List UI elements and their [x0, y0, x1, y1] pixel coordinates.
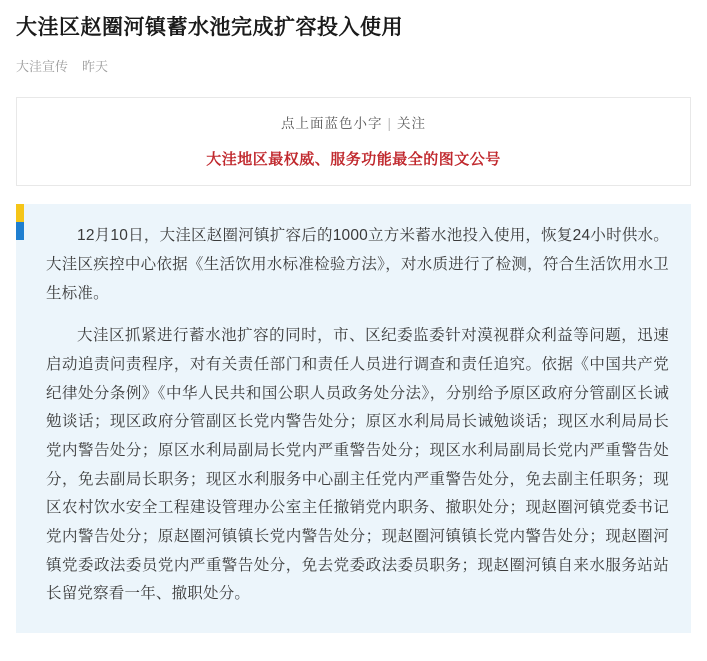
side-bar-yellow	[16, 204, 24, 222]
promo-follow-hint: 点上面蓝色小字	[280, 116, 383, 132]
side-bar-blue	[16, 222, 24, 240]
promo-box	[16, 97, 691, 186]
side-bar-rest	[16, 240, 24, 633]
promo-follow-link[interactable]: 关注	[397, 116, 426, 132]
body-paragraph: 大洼区抓紧进行蓄水池扩容的同时，市、区纪委监委针对漠视群众利益等问题，迅速启动追责问责程序，对有关责任部门和责任人员进行调查和责任追究。依据《中国共产党纪律处分条例》《中华人民共和国公职人员政务处分法》，分别给予原区政府分管副区长诫勉谈话；现区政府分管副区长党内警告处分；原区水利局局长诫勉谈话；现区水利局局长党内警告处分；原区水利局副局长党内严重警告处分；现区水利局副局长党内严重警告处分，免去副局长职务；现区水利服务中心副主任党内严重警告处分，免去副主任职务；现区农村饮水安全工程建设管理办公室主任撤销党内职务、撤职处分；现赵圈河镇党委书记党内警告处分；原赵圈河镇镇长党内警告处分；现赵圈河镇镇长党内警告处分；现赵圈河镇党委政法委员党内严重警告处分，免去党委政法委员职务；现赵圈河镇自来水服务站站长留党察看一年、撤职处分。	[46, 327, 669, 603]
body-paragraph: 12月10日，大洼区赵圈河镇扩容后的1000立方米蓄水池投入使用，恢复24小时供水。大洼区疾控中心依据《生活饮用水标准检验方法》，对水质进行了检测，符合生活饮用水卫生标准。	[46, 227, 669, 302]
article-page	[0, 14, 707, 661]
page-title: 大洼区赵圈河镇蓄水池完成扩容投入使用	[16, 16, 403, 39]
promo-headline: 大洼地区最权威、服务功能最全的图文公号	[206, 151, 501, 169]
article-source[interactable]: 大洼宣传	[16, 59, 69, 75]
article-timestamp: 昨天	[82, 59, 109, 75]
promo-separator: |	[387, 116, 392, 132]
article-body	[16, 204, 691, 633]
article-meta	[16, 56, 691, 75]
decorative-side-bars	[16, 204, 24, 633]
promo-follow-line	[27, 112, 680, 132]
